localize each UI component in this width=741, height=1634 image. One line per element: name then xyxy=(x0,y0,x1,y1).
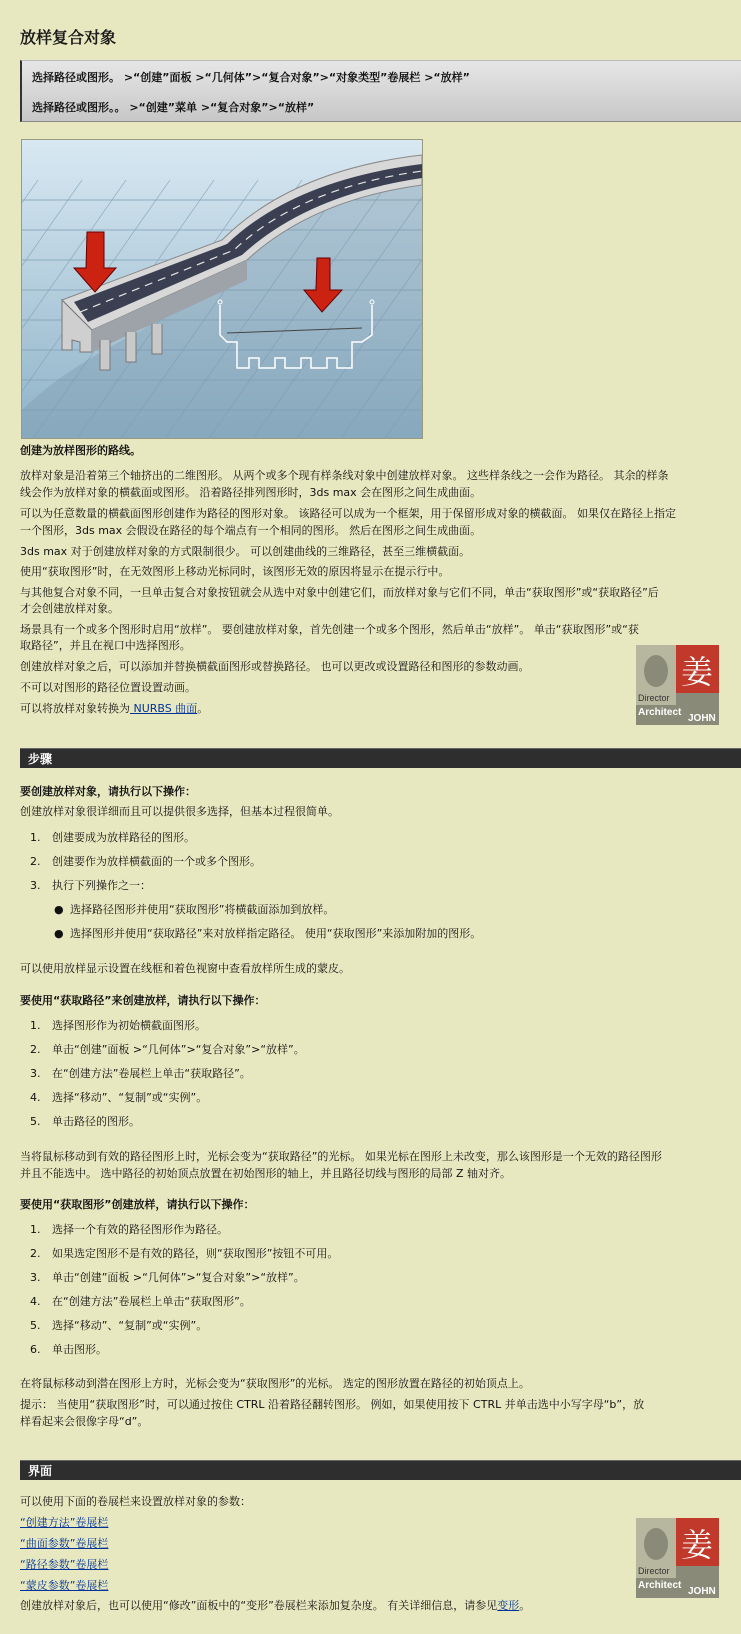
creation-method-rollout-link[interactable]: “创建方法”卷展栏 xyxy=(20,1516,109,1529)
logo-architect: Architect xyxy=(638,1580,682,1591)
bullet-text: 选择路径图形并使用“获取图形”将横截面添加到放样。 xyxy=(70,903,335,916)
tip-line-2: 样看起来会很像字母“d”。 xyxy=(20,1415,149,1428)
deformation-link[interactable]: 变形 xyxy=(497,1599,520,1612)
list-item xyxy=(30,1293,251,1309)
item-number: 3. xyxy=(30,1271,41,1284)
intro-line-4: 一个图形，3ds max 会假设在路径的每个端点有一个相同的图形。 然后在图形之间生成曲面。 xyxy=(20,524,482,537)
loft-road-illustration xyxy=(21,139,423,439)
intro-line-6: 使用“获取图形”时，在无效图形上移动光标同时，该图形无效的原因将显示在提示行中。 xyxy=(20,565,450,578)
intro-line-9: 场景具有一个或多个图形时启用“放样”。 要创建放样对象，首先创建一个或多个图形，然后单击“放样”。 单击“获取图形”或“获 xyxy=(20,623,639,636)
section-bar-interface: 界面 xyxy=(20,1460,741,1480)
bullet-dot-icon: ● xyxy=(54,903,64,916)
navigation-path-box xyxy=(20,60,741,122)
list-item xyxy=(30,1041,305,1057)
figure-caption: 创建为放样图形的路线。 xyxy=(20,444,141,457)
page-title: 放样复合对象 xyxy=(20,28,117,47)
get-shape-note: 在将鼠标移动到潜在图形上方时，光标会变为“获取图形”的光标。 选定的图形放置在路径的初始顶点上。 xyxy=(20,1377,530,1390)
logo-architect: Architect xyxy=(638,707,682,718)
item-text: 选择一个有效的路径图形作为路径。 xyxy=(52,1223,228,1236)
intro-line-10: 取路径”，并且在视口中选择图形。 xyxy=(20,639,191,652)
nurbs-convert-note xyxy=(20,700,736,717)
rollout-link-item xyxy=(20,1556,736,1573)
deformation-suffix: 。 xyxy=(519,1599,531,1612)
rollout-link-item xyxy=(20,1514,736,1531)
item-number: 3. xyxy=(30,879,41,892)
item-number: 2. xyxy=(30,1247,41,1260)
logo-director: Director xyxy=(638,693,670,703)
path-line-panel: 选择路径或图形。 >“创建”面板 >“几何体”>“复合对象”>“对象类型”卷展栏 >“放样” xyxy=(32,71,470,84)
list-item xyxy=(30,1221,228,1237)
intro-line-8: 才会创建放样对象。 xyxy=(20,602,119,615)
item-text: 选择“移动”、“复制”或“实例”。 xyxy=(52,1319,208,1332)
nurbs-surface-link[interactable]: NURBS 曲面 xyxy=(130,702,198,715)
surface-parameters-rollout-link[interactable]: “曲面参数”卷展栏 xyxy=(20,1537,109,1550)
item-text: 如果选定图形不是有效的路径，则“获取图形”按钮不可用。 xyxy=(52,1247,339,1260)
item-number: 5. xyxy=(30,1319,41,1332)
deformation-note xyxy=(20,1597,736,1614)
director-architect-john-logo xyxy=(636,1518,719,1598)
intro-line-12: 不可以对图形的路径位置设置动画。 xyxy=(20,681,196,694)
skin-parameters-rollout-link[interactable]: “蒙皮参数”卷展栏 xyxy=(20,1579,109,1592)
item-number: 1. xyxy=(30,1223,41,1236)
logo-john: JOHN xyxy=(688,1586,716,1597)
procedure-intro: 创建放样对象很详细而且可以提供很多选择，但基本过程很简单。 xyxy=(20,805,339,818)
list-item xyxy=(30,1113,140,1129)
interface-intro: 可以使用下面的卷展栏来设置放样对象的参数： xyxy=(20,1495,251,1508)
item-number: 6. xyxy=(30,1343,41,1356)
item-number: 2. xyxy=(30,855,41,868)
get-path-note-line-1: 当将鼠标移动到有效的路径图形上时，光标会变为“获取路径”的光标。 如果光标在图形上未改变，那么该图形是一个无效的路径图形 xyxy=(20,1150,662,1163)
logo-glyph: 姜 xyxy=(680,653,714,691)
intro-line-7: 与其他复合对象不同，一旦单击复合对象按钮就会从选中对象中创建它们，而放样对象与它们不同，单击“获取图形”或“获取路径”后 xyxy=(20,586,659,599)
procedure-heading-3: 要使用“获取图形”创建放样，请执行以下操作： xyxy=(20,1198,255,1211)
list-item xyxy=(30,853,261,869)
item-number: 1. xyxy=(30,1019,41,1032)
item-text: 执行下列操作之一： xyxy=(52,879,151,892)
rollout-link-item xyxy=(20,1577,736,1594)
convert-suffix: 。 xyxy=(197,702,209,715)
intro-line-11: 创建放样对象之后，可以添加并替换横截面图形或替换路径。 也可以更改或设置路径和图形的参数动画。 xyxy=(20,660,530,673)
bullet-item xyxy=(54,901,334,917)
convert-prefix: 可以将放样对象转换为 xyxy=(20,702,130,715)
list-item xyxy=(30,1317,207,1333)
item-number: 4. xyxy=(30,1295,41,1308)
logo-glyph: 姜 xyxy=(680,1526,714,1564)
path-line-menu: 选择路径或图形。。 >“创建”菜单 >“复合对象”>“放样” xyxy=(32,101,315,114)
list-item xyxy=(30,877,151,893)
director-architect-john-logo xyxy=(636,645,719,725)
item-text: 选择图形作为初始横截面图形。 xyxy=(52,1019,206,1032)
section-bar-steps: 步骤 xyxy=(20,748,741,768)
item-text: 在“创建方法”卷展栏上单击“获取图形”。 xyxy=(52,1295,251,1308)
item-number: 5. xyxy=(30,1115,41,1128)
list-item xyxy=(30,1269,305,1285)
item-text: 在“创建方法”卷展栏上单击“获取路径”。 xyxy=(52,1067,251,1080)
item-number: 3. xyxy=(30,1067,41,1080)
path-parameters-rollout-link[interactable]: “路径参数”卷展栏 xyxy=(20,1558,109,1571)
list-item xyxy=(30,1017,206,1033)
get-path-note-line-2: 并且不能选中。 选中路径的初始顶点放置在初始图形的轴上，并且路径切线与图形的局部 Z 轴对齐。 xyxy=(20,1167,512,1180)
item-text: 选择“移动”、“复制”或“实例”。 xyxy=(52,1091,208,1104)
list-item xyxy=(30,1341,107,1357)
list-item xyxy=(30,1245,338,1261)
procedure-heading-2: 要使用“获取路径”来创建放样，请执行以下操作： xyxy=(20,994,266,1007)
display-note: 可以使用放样显示设置在线框和着色视窗中查看放样所生成的蒙皮。 xyxy=(20,962,350,975)
procedure-heading-1: 要创建放样对象，请执行以下操作： xyxy=(20,785,196,798)
item-text: 单击图形。 xyxy=(52,1343,107,1356)
item-text: 创建要作为放样横截面的一个或多个图形。 xyxy=(52,855,261,868)
list-item xyxy=(30,1089,207,1105)
item-text: 单击“创建”面板 >“几何体”>“复合对象”>“放样”。 xyxy=(52,1271,305,1284)
list-item xyxy=(30,1065,251,1081)
item-text: 创建要成为放样路径的图形。 xyxy=(52,831,195,844)
bullet-dot-icon: ● xyxy=(54,927,64,940)
item-number: 2. xyxy=(30,1043,41,1056)
item-text: 单击路径的图形。 xyxy=(52,1115,140,1128)
bullet-item xyxy=(54,925,481,941)
intro-line-2: 线会作为放样对象的横截面或图形。 沿着路径排列图形时，3ds max 会在图形之间生成曲面。 xyxy=(20,486,482,499)
rollout-link-item xyxy=(20,1535,736,1552)
logo-john: JOHN xyxy=(688,713,716,724)
intro-line-3: 可以为任意数量的横截面图形创建作为路径的图形对象。 该路径可以成为一个框架，用于保留形成对象的横截面。 如果仅在路径上指定 xyxy=(20,507,676,520)
item-text: 单击“创建”面板 >“几何体”>“复合对象”>“放样”。 xyxy=(52,1043,305,1056)
intro-line-1: 放样对象是沿着第三个轴挤出的二维图形。 从两个或多个现有样条线对象中创建放样对象。 这些样条线之一会作为路径。 其余的样条 xyxy=(20,469,669,482)
logo-director: Director xyxy=(638,1566,670,1576)
deformation-prefix: 创建放样对象后，也可以使用“修改”面板中的“变形”卷展栏来添加复杂度。 有关详细信息，请参见 xyxy=(20,1599,498,1612)
tip-line-1: 提示： 当使用“获取图形”时，可以通过按住 CTRL 沿着路径翻转图形。 例如，如果使用按下 CTRL 并单击选中小写字母“b”，放 xyxy=(20,1398,645,1411)
intro-line-5: 3ds max 对于创建放样对象的方式限制很少。 可以创建曲线的三维路径，甚至三维横截面。 xyxy=(20,545,471,558)
list-item xyxy=(30,829,195,845)
bullet-text: 选择图形并使用“获取路径”来对放样指定路径。 使用“获取图形”来添加附加的图形。 xyxy=(70,927,482,940)
item-number: 4. xyxy=(30,1091,41,1104)
item-number: 1. xyxy=(30,831,41,844)
